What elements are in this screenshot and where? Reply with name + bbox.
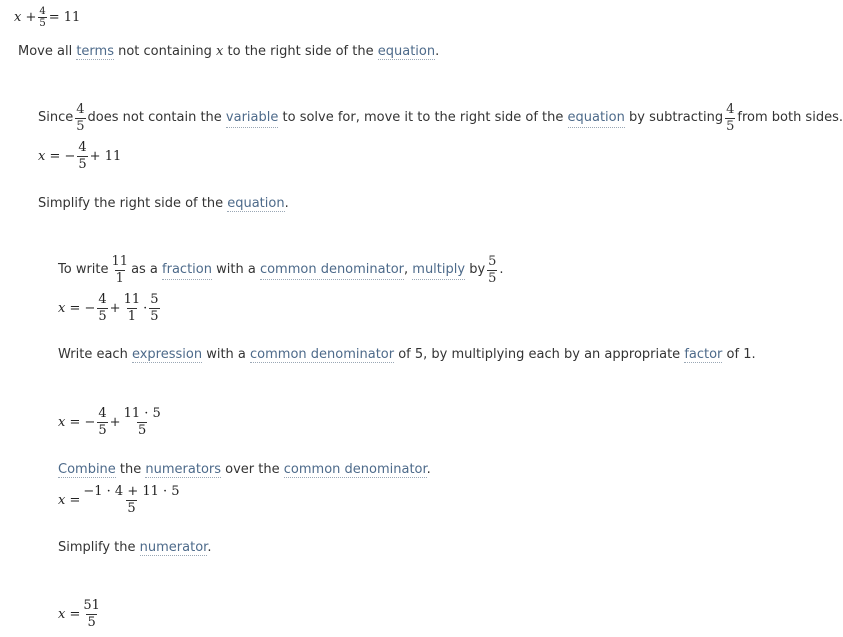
- link-equation[interactable]: equation: [227, 196, 285, 211]
- fraction-4-5: $\frac{4}{5}$: [726, 101, 735, 134]
- link-numerator[interactable]: numerator: [139, 540, 208, 555]
- link-equation[interactable]: equation: [568, 109, 625, 128]
- link-numerators[interactable]: numerators: [145, 462, 222, 477]
- equation-result-4: x = $\frac{-1 \cdot 4 + 11 \cdot 5}{5}$: [58, 483, 180, 516]
- equation-final: x = $\frac{51}{5}$: [58, 597, 100, 630]
- link-fraction[interactable]: fraction: [162, 261, 212, 280]
- step-combine: Combine the numerators over the common denominator.: [58, 462, 431, 477]
- step-since-sentence: Since $\frac{4}{5}$ does not contain the variable to solve for, move it to the right side of the equation by subtracting $\frac{4}{5}$ from both sides.: [38, 101, 843, 134]
- step-to-write: To write $\frac{11}{1}$ as a fraction with a common denominator , multiply by $\frac{5}{5}$ .: [58, 253, 504, 286]
- step-move-terms: Move all terms not containing x to the right side of the equation.: [18, 44, 440, 59]
- plus-sign: +: [25, 9, 37, 25]
- fraction-11x5-over-5: $\frac{11 \cdot 5}{5}$: [123, 405, 161, 438]
- fraction-4-5: $\frac{4}{5}$: [98, 405, 107, 438]
- fraction-11-1: $\frac{11}{1}$: [111, 253, 129, 286]
- link-common-denominator[interactable]: common denominator: [260, 261, 404, 280]
- step-write-each: Write each expression with a common denominator of 5, by multiplying each by an appropriate factor of 1.: [58, 347, 756, 362]
- fraction-51-5: $\frac{51}{5}$: [83, 597, 100, 630]
- equation-result-1: x = − $\frac{4}{5}$ + 11: [38, 139, 122, 172]
- fraction-4-5: $\frac{4}{5}$: [78, 139, 87, 172]
- fraction-5-5: $\frac{5}{5}$: [488, 253, 497, 286]
- link-common-denominator[interactable]: common denominator: [250, 347, 395, 362]
- rhs: = 11: [48, 9, 81, 25]
- fraction-4-5: $\frac{4}{5}$: [76, 101, 85, 134]
- link-expression[interactable]: expression: [131, 347, 203, 362]
- link-multiply[interactable]: multiply: [412, 261, 465, 280]
- link-terms[interactable]: terms: [76, 44, 114, 59]
- link-equation[interactable]: equation: [377, 44, 436, 59]
- link-combine[interactable]: Combine: [58, 462, 116, 477]
- problem-equation: [14, 6, 80, 28]
- equation-result-3: x = − $\frac{4}{5}$ + $\frac{11 \cdot 5}{5}$: [58, 405, 161, 438]
- step-simplify-right: Simplify the right side of the equation.: [38, 196, 289, 211]
- fraction-combined: $\frac{-1 \cdot 4 + 11 \cdot 5}{5}$: [83, 483, 180, 516]
- link-common-denominator[interactable]: common denominator: [283, 462, 427, 477]
- fraction-11-1: $\frac{11}{1}$: [123, 291, 141, 324]
- fraction-4-5: $\frac{4}{5}$: [98, 291, 107, 324]
- var-x: x: [14, 9, 22, 25]
- fraction-4-5: $\frac{4}{5}$: [39, 5, 46, 29]
- equation-result-2: x = − $\frac{4}{5}$ + $\frac{11}{1}$ · $\frac{5}{5}$: [58, 291, 159, 324]
- link-variable[interactable]: variable: [226, 109, 278, 128]
- step-simplify-numerator: Simplify the numerator.: [58, 540, 212, 555]
- fraction-5-5: $\frac{5}{5}$: [150, 291, 159, 324]
- link-factor[interactable]: factor: [684, 347, 723, 362]
